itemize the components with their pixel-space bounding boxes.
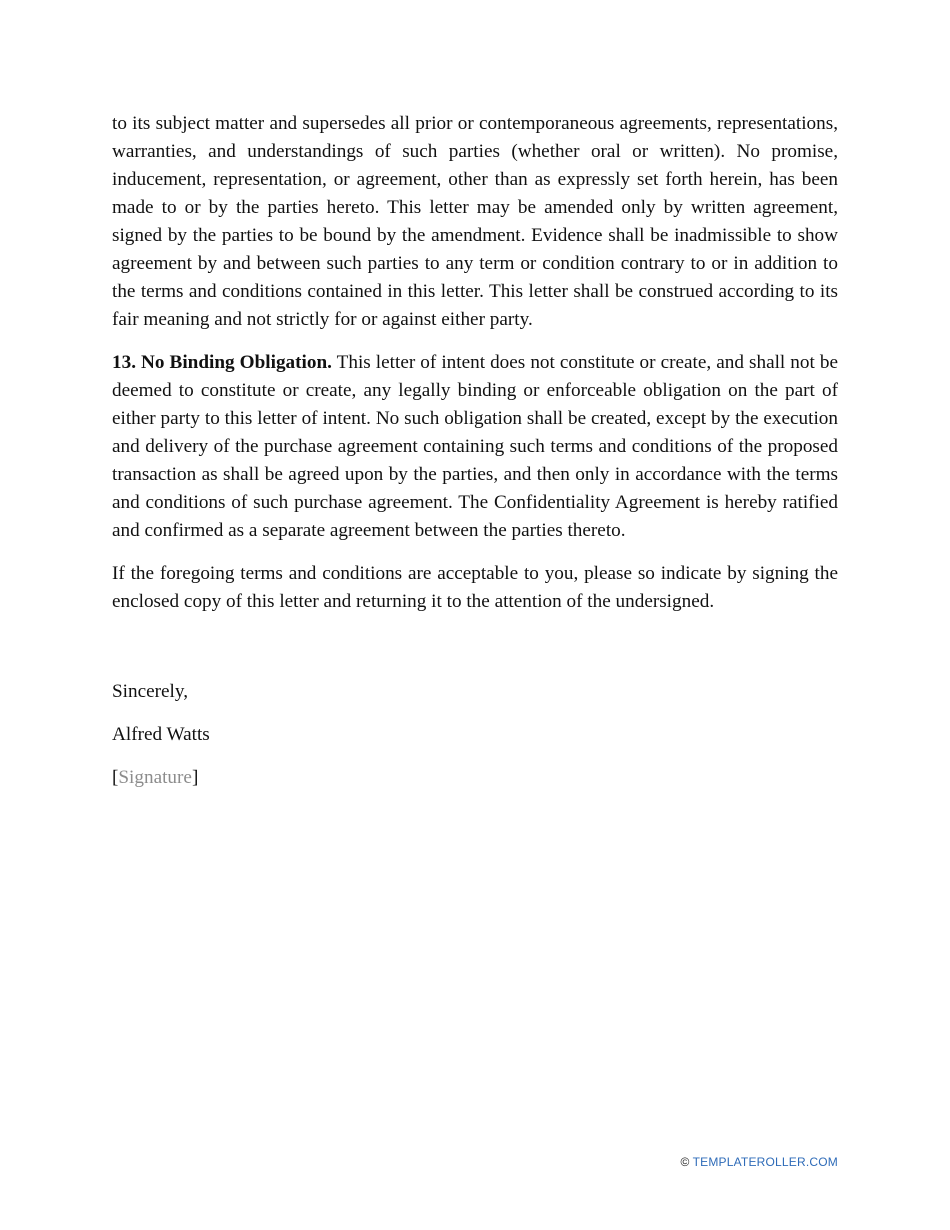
paragraph-text: to its subject matter and supersedes all prior or contemporaneous agreements, representations, warranties, and understandings of such parties (whether oral or written). No promise, inducement, representation, or agreement, other than as expressly set forth herein, has been made to or by the parties hereto. This letter may be amended only by written agreement, signed by the parties to be bound by the amendment. Evidence shall be inadmissible to show agreement by and between such parties to any term or condition contrary to or in addition to the terms and conditions contained in this letter. This letter shall be construed according to its fair meaning and not strictly for or against either party. bbox=[112, 113, 838, 330]
letter-body bbox=[112, 110, 838, 792]
signer-name: Alfred Watts bbox=[112, 724, 210, 745]
footer-copyright bbox=[681, 1155, 838, 1169]
paragraph-acceptance bbox=[112, 560, 838, 616]
paragraph-text: If the foregoing terms and conditions are acceptable to you, please so indicate by signing the enclosed copy of this letter and returning it to the attention of the undersigned. bbox=[112, 563, 838, 612]
signature-close-bracket: ] bbox=[191, 767, 199, 788]
paragraph-text: This letter of intent does not constitute or create, and shall not be deemed to constitute or create, any legally binding or enforceable obligation on the part of either party to this letter of intent. No such obligation shall be created, except by the execution and delivery of the purchase agreement containing such terms and conditions of the proposed transaction as shall be agreed upon by the parties, and then only in accordance with the terms and conditions of such purchase agreement. The Confidentiality Agreement is hereby ratified and confirmed as a separate agreement between the parties thereto. bbox=[112, 352, 839, 541]
signature-placeholder: Signature bbox=[118, 767, 192, 788]
signature-open-bracket: [ bbox=[112, 767, 119, 788]
section-heading: 13. No Binding Obligation. bbox=[112, 352, 332, 373]
templateroller-link[interactable]: TEMPLATEROLLER.COM bbox=[692, 1155, 838, 1169]
paragraph-entire-agreement bbox=[112, 110, 838, 334]
closing-salutation: Sincerely, bbox=[112, 681, 189, 702]
copyright-icon: © bbox=[680, 1155, 690, 1169]
paragraph-no-binding-obligation bbox=[112, 349, 838, 545]
signature-field[interactable] bbox=[112, 764, 838, 792]
